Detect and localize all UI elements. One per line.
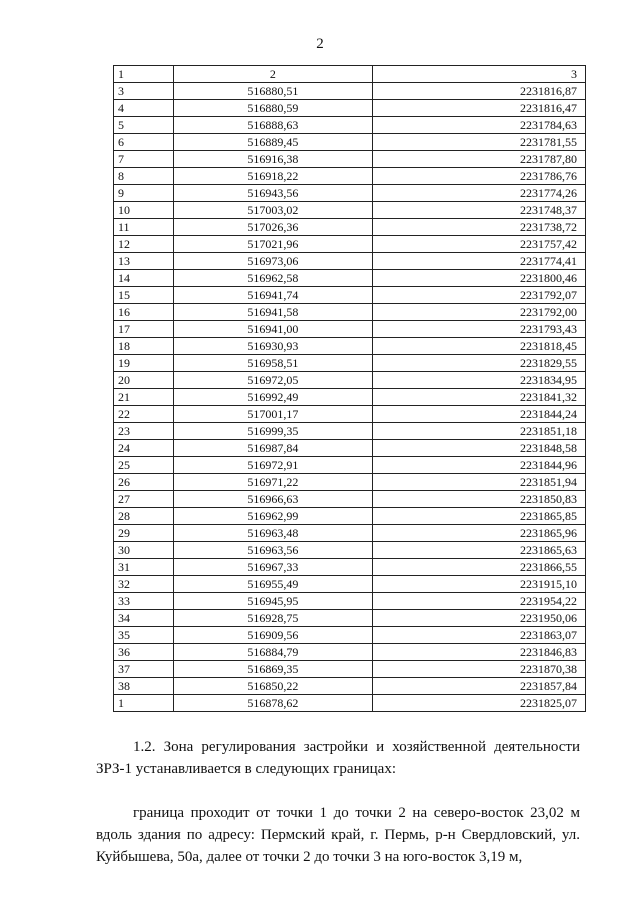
y-coordinate-cell: 2231793,43: [373, 321, 586, 338]
point-number-cell: 28: [114, 508, 174, 525]
point-number-cell: 27: [114, 491, 174, 508]
table-row: [114, 270, 586, 287]
y-coordinate-cell: 2231848,58: [373, 440, 586, 457]
y-coordinate-cell: 2231841,32: [373, 389, 586, 406]
x-coordinate-cell: 516963,48: [173, 525, 373, 542]
x-coordinate-cell: 516941,00: [173, 321, 373, 338]
table-row: [114, 253, 586, 270]
y-coordinate-cell: 2231774,26: [373, 185, 586, 202]
x-coordinate-cell: 516888,63: [173, 117, 373, 134]
table-row: [114, 100, 586, 117]
table-row: [114, 168, 586, 185]
point-number-cell: 32: [114, 576, 174, 593]
y-coordinate-cell: 2231865,63: [373, 542, 586, 559]
point-number-cell: 38: [114, 678, 174, 695]
x-coordinate-cell: 516973,06: [173, 253, 373, 270]
table-row: [114, 355, 586, 372]
point-number-cell: 11: [114, 219, 174, 236]
table-row: [114, 287, 586, 304]
x-coordinate-cell: 516987,84: [173, 440, 373, 457]
point-number-cell: 21: [114, 389, 174, 406]
table-row: [114, 406, 586, 423]
x-coordinate-cell: 516869,35: [173, 661, 373, 678]
x-coordinate-cell: 516972,05: [173, 372, 373, 389]
x-coordinate-cell: 516880,51: [173, 83, 373, 100]
table-row: [114, 457, 586, 474]
point-number-cell: 6: [114, 134, 174, 151]
table-row: [114, 576, 586, 593]
y-coordinate-cell: 2231800,46: [373, 270, 586, 287]
table-row: [114, 134, 586, 151]
x-coordinate-cell: 516884,79: [173, 644, 373, 661]
table-row: [114, 525, 586, 542]
table-row: [114, 219, 586, 236]
point-number-cell: 9: [114, 185, 174, 202]
y-coordinate-cell: 2231950,06: [373, 610, 586, 627]
x-coordinate-cell: 516889,45: [173, 134, 373, 151]
table-row: [114, 202, 586, 219]
point-number-cell: 36: [114, 644, 174, 661]
y-coordinate-cell: 2231857,84: [373, 678, 586, 695]
x-coordinate-cell: 516943,56: [173, 185, 373, 202]
point-number-cell: 4: [114, 100, 174, 117]
point-number-cell: 20: [114, 372, 174, 389]
x-coordinate-cell: 516962,99: [173, 508, 373, 525]
point-number-cell: 5: [114, 117, 174, 134]
y-coordinate-cell: 2231738,72: [373, 219, 586, 236]
paragraph-boundary-description: граница проходит от точки 1 до точки 2 на северо-восток 23,02 м вдоль здания по адресу: Пермский край, г. Пермь, р-н Свердловский, ул. Куйбышева, 50а, далее от точки 2 до точки 3 на юго-восток 3,19 м,: [96, 805, 580, 865]
point-number-cell: 18: [114, 338, 174, 355]
y-coordinate-cell: 2231834,95: [373, 372, 586, 389]
y-coordinate-cell: 2231870,38: [373, 661, 586, 678]
point-number-cell: 34: [114, 610, 174, 627]
point-number-cell: 17: [114, 321, 174, 338]
point-number-cell: 12: [114, 236, 174, 253]
y-coordinate-cell: 2231792,07: [373, 287, 586, 304]
x-coordinate-cell: 516955,49: [173, 576, 373, 593]
point-number-cell: 24: [114, 440, 174, 457]
point-number-cell: 26: [114, 474, 174, 491]
point-number-cell: 16: [114, 304, 174, 321]
point-number-cell: 14: [114, 270, 174, 287]
point-number-cell: 25: [114, 457, 174, 474]
x-coordinate-cell: 516963,56: [173, 542, 373, 559]
y-coordinate-cell: 2231866,55: [373, 559, 586, 576]
y-coordinate-cell: 2231816,87: [373, 83, 586, 100]
paragraph-zone-description: 1.2. Зона регулирования застройки и хозяйственной деятельности ЗРЗ-1 устанавливается в следующих границах:: [96, 739, 580, 777]
point-number-cell: 35: [114, 627, 174, 644]
x-coordinate-cell: 516967,33: [173, 559, 373, 576]
y-coordinate-cell: 2231850,83: [373, 491, 586, 508]
x-coordinate-cell: 516972,91: [173, 457, 373, 474]
x-coordinate-cell: 516966,63: [173, 491, 373, 508]
point-number-cell: 33: [114, 593, 174, 610]
table-row: [114, 440, 586, 457]
point-number-cell: 3: [114, 83, 174, 100]
table-row: [114, 389, 586, 406]
point-number-cell: 1: [114, 695, 174, 712]
table-header-row: [114, 66, 586, 83]
y-coordinate-cell: 2231774,41: [373, 253, 586, 270]
point-number-cell: 10: [114, 202, 174, 219]
x-coordinate-cell: 516945,95: [173, 593, 373, 610]
point-number-cell: 8: [114, 168, 174, 185]
y-coordinate-cell: 2231844,96: [373, 457, 586, 474]
y-coordinate-cell: 2231748,37: [373, 202, 586, 219]
y-coordinate-cell: 2231851,18: [373, 423, 586, 440]
x-coordinate-cell: 516916,38: [173, 151, 373, 168]
point-number-cell: 23: [114, 423, 174, 440]
y-coordinate-cell: 2231781,55: [373, 134, 586, 151]
y-coordinate-cell: 2231757,42: [373, 236, 586, 253]
table-row: [114, 372, 586, 389]
table-row: [114, 151, 586, 168]
x-coordinate-cell: 516930,93: [173, 338, 373, 355]
x-coordinate-cell: 517026,36: [173, 219, 373, 236]
table-row: [114, 491, 586, 508]
x-coordinate-cell: 516909,56: [173, 627, 373, 644]
table-row: [114, 185, 586, 202]
x-coordinate-cell: 516850,22: [173, 678, 373, 695]
point-number-cell: 31: [114, 559, 174, 576]
table-row: [114, 593, 586, 610]
table-row: [114, 83, 586, 100]
x-coordinate-cell: 516918,22: [173, 168, 373, 185]
x-coordinate-cell: 516962,58: [173, 270, 373, 287]
table-row: [114, 644, 586, 661]
point-number-cell: 37: [114, 661, 174, 678]
y-coordinate-cell: 2231825,07: [373, 695, 586, 712]
y-coordinate-cell: 2231784,63: [373, 117, 586, 134]
point-number-cell: 15: [114, 287, 174, 304]
point-number-cell: 29: [114, 525, 174, 542]
x-coordinate-cell: 517003,02: [173, 202, 373, 219]
table-row: [114, 117, 586, 134]
table-row: [114, 304, 586, 321]
y-coordinate-cell: 2231954,22: [373, 593, 586, 610]
point-number-cell: 19: [114, 355, 174, 372]
y-coordinate-cell: 2231915,10: [373, 576, 586, 593]
x-coordinate-cell: 516941,58: [173, 304, 373, 321]
x-coordinate-cell: 516928,75: [173, 610, 373, 627]
table-row: [114, 542, 586, 559]
table-row: [114, 508, 586, 525]
table-row: [114, 236, 586, 253]
y-coordinate-cell: 2231829,55: [373, 355, 586, 372]
x-coordinate-cell: 517021,96: [173, 236, 373, 253]
x-coordinate-cell: 516971,22: [173, 474, 373, 491]
coordinates-table: [113, 65, 586, 712]
table-row: [114, 338, 586, 355]
x-coordinate-cell: 516941,74: [173, 287, 373, 304]
point-number-cell: 30: [114, 542, 174, 559]
table-row: [114, 559, 586, 576]
y-coordinate-cell: 2231844,24: [373, 406, 586, 423]
y-coordinate-cell: 2231792,00: [373, 304, 586, 321]
y-coordinate-cell: 2231863,07: [373, 627, 586, 644]
column-header: 1: [114, 66, 174, 83]
point-number-cell: 22: [114, 406, 174, 423]
y-coordinate-cell: 2231865,96: [373, 525, 586, 542]
y-coordinate-cell: 2231816,47: [373, 100, 586, 117]
x-coordinate-cell: 516999,35: [173, 423, 373, 440]
table-row: [114, 610, 586, 627]
column-header: 2: [173, 66, 373, 83]
x-coordinate-cell: 516880,59: [173, 100, 373, 117]
y-coordinate-cell: 2231846,83: [373, 644, 586, 661]
table-row: [114, 678, 586, 695]
table-row: [114, 627, 586, 644]
point-number-cell: 13: [114, 253, 174, 270]
table-row: [114, 695, 586, 712]
table-row: [114, 474, 586, 491]
y-coordinate-cell: 2231786,76: [373, 168, 586, 185]
x-coordinate-cell: 517001,17: [173, 406, 373, 423]
x-coordinate-cell: 516992,49: [173, 389, 373, 406]
x-coordinate-cell: 516958,51: [173, 355, 373, 372]
point-number-cell: 7: [114, 151, 174, 168]
y-coordinate-cell: 2231818,45: [373, 338, 586, 355]
table-row: [114, 423, 586, 440]
y-coordinate-cell: 2231787,80: [373, 151, 586, 168]
column-header: 3: [373, 66, 586, 83]
y-coordinate-cell: 2231851,94: [373, 474, 586, 491]
y-coordinate-cell: 2231865,85: [373, 508, 586, 525]
x-coordinate-cell: 516878,62: [173, 695, 373, 712]
table-row: [114, 661, 586, 678]
page-number: 2: [316, 36, 324, 52]
table-row: [114, 321, 586, 338]
